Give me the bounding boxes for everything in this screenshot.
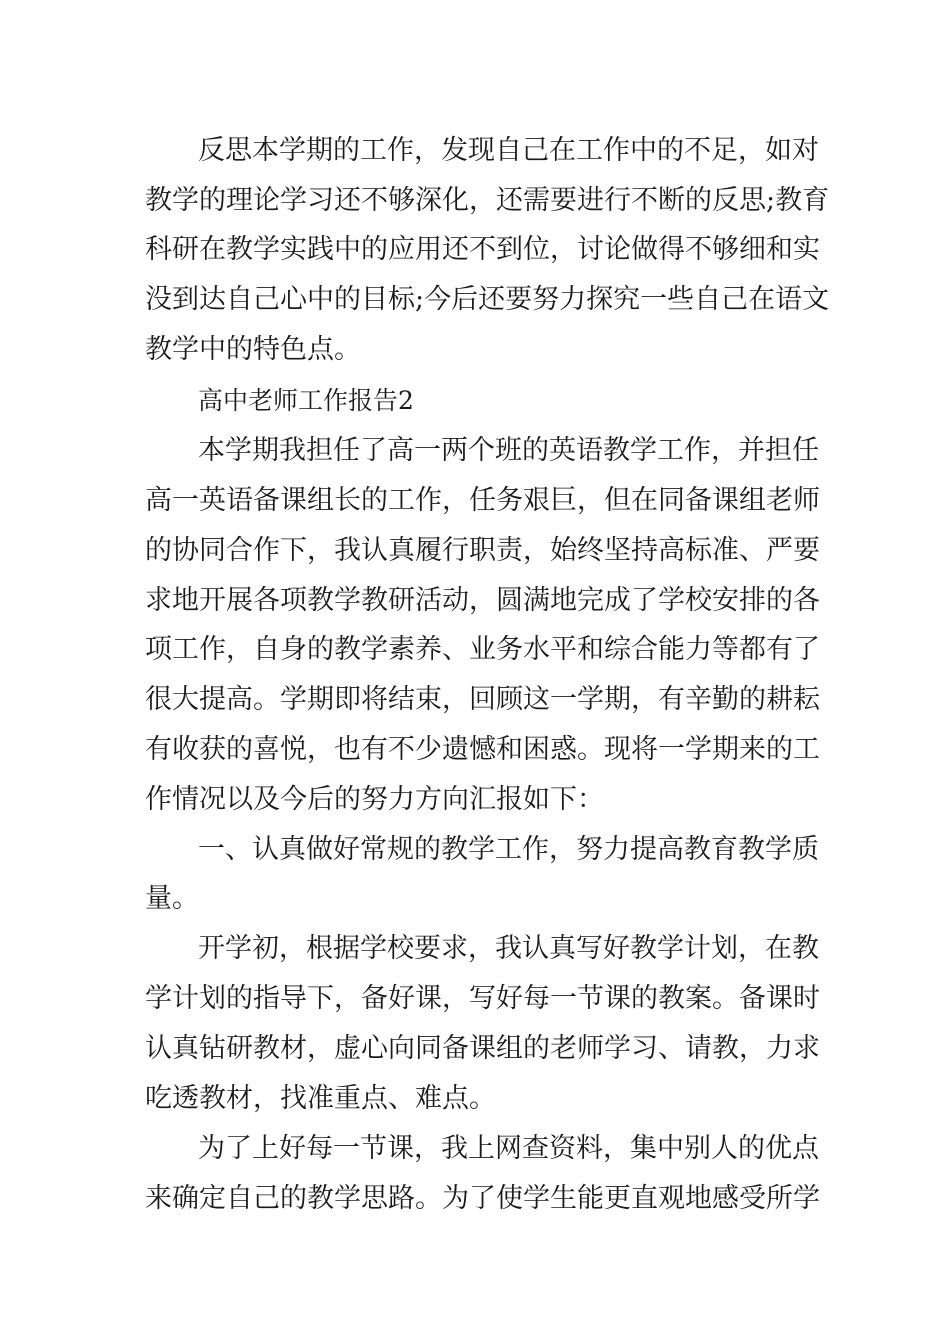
paragraph-line: 量。 xyxy=(145,883,199,914)
paragraph-line: 教学中的特色点。 xyxy=(145,334,361,365)
paragraph-line: 一、认真做好常规的教学工作，努力提高教育教学质 xyxy=(198,834,819,865)
paragraph-line: 认真钻研教材，虚心向同备课组的老师学习、请教，力求 xyxy=(145,1033,820,1064)
paragraph-line: 教学的理论学习还不够深化，还需要进行不断的反思;教育 xyxy=(145,185,830,216)
paragraph-line: 的协同合作下，我认真履行职责，始终坚持高标准、严要 xyxy=(145,535,820,566)
paragraph-line: 没到达自己心中的目标;今后还要努力探究一些自己在语文 xyxy=(145,284,830,315)
paragraph-line: 学计划的指导下，备好课，写好每一节课的教案。备课时 xyxy=(145,983,820,1014)
paragraph-line: 求地开展各项教学教研活动，圆满地完成了学校安排的各 xyxy=(145,585,820,616)
paragraph-line: 很大提高。学期即将结束，回顾这一学期，有辛勤的耕耘 xyxy=(145,684,820,715)
paragraph-line: 高一英语备课组长的工作，任务艰巨，但在同备课组老师 xyxy=(145,485,820,516)
paragraph-line: 项工作，自身的教学素养、业务水平和综合能力等都有了 xyxy=(145,634,820,665)
paragraph-line: 为了上好每一节课，我上网查资料，集中别人的优点 xyxy=(198,1133,819,1164)
paragraph-line: 反思本学期的工作，发现自己在工作中的不足，如对 xyxy=(198,135,819,166)
paragraph-line: 吃透教材，找准重点、难点。 xyxy=(145,1083,496,1114)
paragraph-line: 有收获的喜悦，也有不少遗憾和困惑。现将一学期来的工 xyxy=(145,734,820,765)
section-heading: 高中老师工作报告2 xyxy=(198,386,414,415)
paragraph-line: 开学初，根据学校要求，我认真写好教学计划，在教 xyxy=(198,933,819,964)
paragraph-line: 来确定自己的教学思路。为了使学生能更直观地感受所学 xyxy=(145,1183,820,1214)
paragraph-line: 作情况以及今后的努力方向汇报如下： xyxy=(145,784,604,815)
paragraph-line: 本学期我担任了高一两个班的英语教学工作，并担任 xyxy=(198,435,819,466)
paragraph-line: 科研在教学实践中的应用还不到位，讨论做得不够细和实 xyxy=(145,234,820,265)
